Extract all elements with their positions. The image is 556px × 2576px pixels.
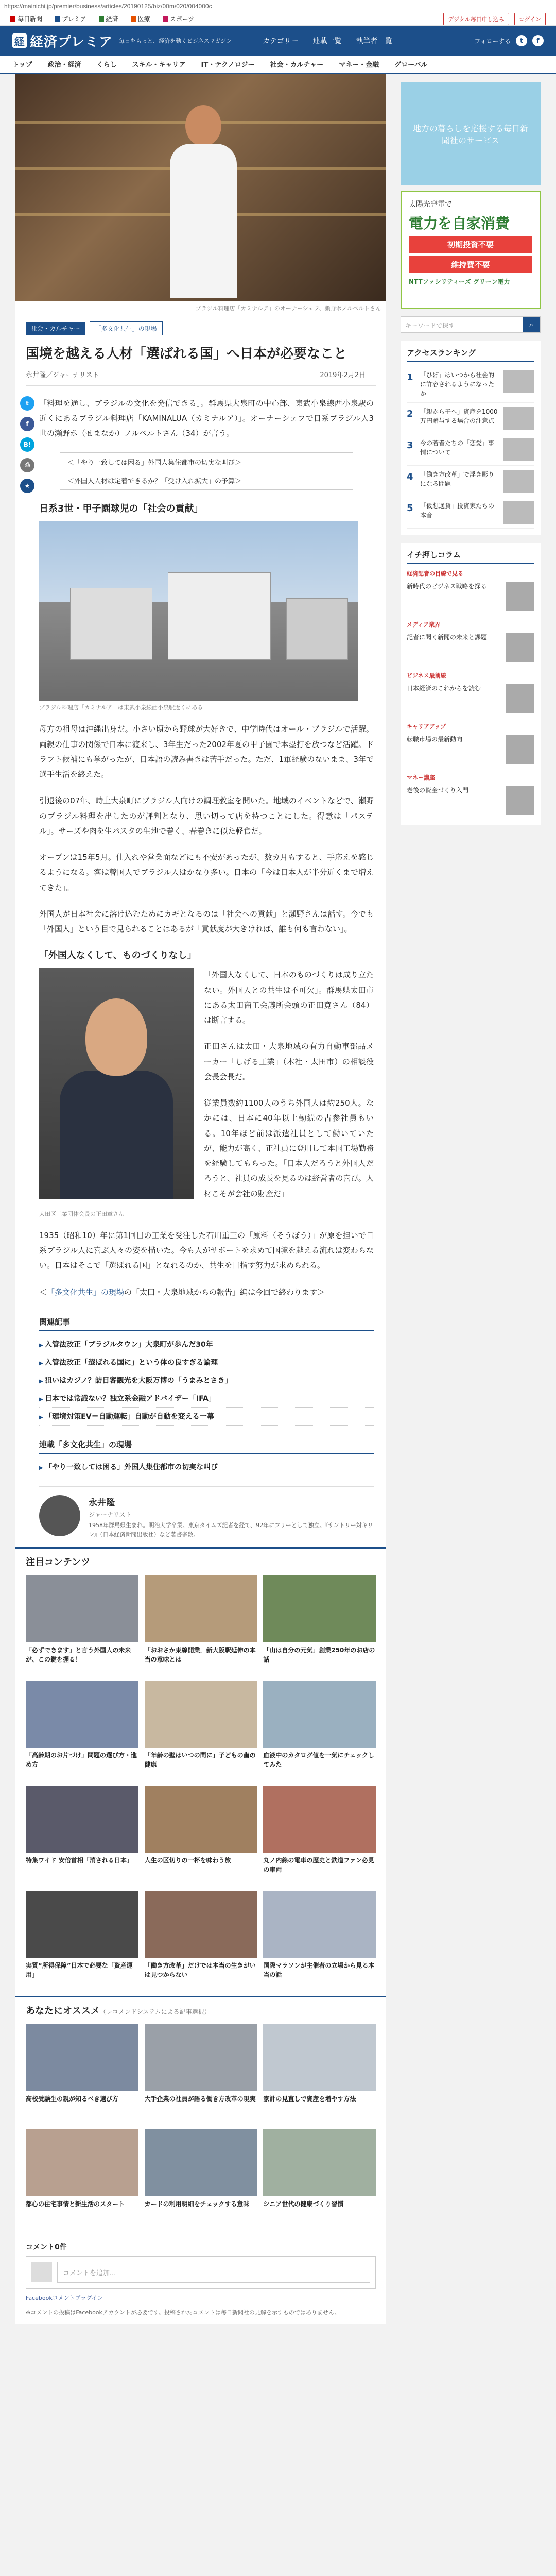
- article-title: 国境を越える人材「選ばれる国」へ日本が必要なこと: [26, 346, 348, 362]
- logo-text: 経済プレミア: [30, 34, 113, 50]
- column-thumb: [506, 684, 534, 713]
- catnav-item[interactable]: IT・テクノロジー: [201, 61, 255, 69]
- featured-card[interactable]: [26, 1575, 138, 1673]
- recommend-title: あなたにオススメ: [26, 2006, 100, 2017]
- card-image: [145, 1786, 257, 1853]
- card-title: カードの利用明細をチェックする意味: [144, 2200, 250, 2208]
- series-note: [39, 1285, 374, 1300]
- follow-area: [474, 35, 544, 46]
- search-input[interactable]: キーワードで探す: [405, 322, 455, 329]
- iryo-icon: [131, 16, 136, 22]
- featured-grid: [15, 1572, 386, 1996]
- paragraph: 1935（昭和10）年に第1回目の工業を受注した石川重三の「原料（そうぼう）」が原を担いで日系ブラジル人に喜ぶ人々の姿を描いた。今も人がサポートを求めて国境を越える流れは変わらない。日本はそこで「選ばれる国」となれるのか、共生を目指す努力が求められる。: [39, 1230, 374, 1270]
- paragraph: 外国人が日本社会に溶け込むためにカギとなるのは「社会への貢献」と瀬野さんは話す。今でも「外国人」という目で見られることはあるが「貢献度が大きければ、誰も何も言わない」。: [39, 909, 374, 934]
- column-title: 日本経済のこれからを読む: [407, 685, 481, 692]
- column-item[interactable]: [407, 782, 534, 819]
- catnav-item[interactable]: マネー・金融: [339, 61, 379, 69]
- keizai-icon: [99, 16, 104, 22]
- card-title: 丸ノ内線の電車の歴史と鉄道ファン必見の車両: [263, 1857, 375, 1874]
- column-thumb: [506, 582, 534, 611]
- card-image: [263, 2024, 376, 2091]
- card-image: [145, 2129, 257, 2196]
- sidebar-search: [401, 316, 541, 333]
- ad-brand: NTTファシリティーズ グリーン電力: [409, 278, 510, 285]
- card-title: 「年齢の壁はいつの間に」子どもの歯の健康: [144, 1752, 256, 1769]
- ad-line-1: 太陽光発電で: [409, 200, 452, 209]
- card-image: [26, 1891, 138, 1958]
- nav-series[interactable]: 連載一覧: [312, 37, 342, 45]
- column-sub: キャリアアップ: [407, 723, 446, 730]
- category-tag[interactable]: 社会・カルチャー: [26, 322, 85, 335]
- related-item[interactable]: ▶ 入管法改正「選ばれる国に」という体の良すぎる論理: [39, 1353, 374, 1371]
- portrait-caption: 大田区工業団体会長の正田章さん: [39, 1210, 124, 1217]
- featured-card[interactable]: [26, 1891, 138, 1989]
- section-heading: 日系3世・甲子園球児の「社会の貢献」: [39, 503, 203, 515]
- author-bio: 1958年群馬県生まれ。明治大学卒業。東京タイムズ記者を経て、92年にフリーとして独立。『サントリー対キリン』（日本経済新聞出版社）など著書多数。: [89, 1521, 373, 1538]
- toc-item[interactable]: ＜外国人人材は定着できるか？「受け入れ拡大」の予算＞: [67, 478, 242, 486]
- facebook-share-icon[interactable]: f: [20, 417, 34, 431]
- series-heading: 連載「多文化共生」の現場: [39, 1439, 374, 1454]
- rank-title: 「親から子へ」資産を1000万円贈与する場合の注意点: [420, 408, 498, 425]
- card-image: [263, 1681, 376, 1748]
- column-sub: マネー講座: [407, 774, 435, 781]
- share-column: [15, 386, 39, 1547]
- recommend-card[interactable]: [263, 2129, 376, 2227]
- author-role: ジャーナリスト: [89, 1511, 132, 1518]
- series-note-pre: ＜: [39, 1287, 47, 1297]
- paragraph: 「料理を通し、ブラジルの文化を発信できる」。群馬県大泉町の中心部、東武小泉線西小泉駅の近くにあるブラジル料理店「KAMINALUA（カミナルア）」。オーナーシェフで日系ブラジル人3世の瀬野ポ（せまなか）ノルベルトさん（34）が言う。: [39, 398, 374, 438]
- ranking-item[interactable]: [407, 466, 534, 497]
- featured-card[interactable]: [145, 1575, 257, 1673]
- column-sub: ビジネス最前線: [407, 672, 446, 679]
- bookmark-icon[interactable]: ★: [20, 479, 34, 493]
- column-sub: メディア業界: [407, 621, 441, 628]
- photo-caption: ブラジル料理店「カミナルア」は東武小泉線西小泉駅近くにある: [39, 704, 203, 711]
- card-image: [145, 1681, 257, 1748]
- column-thumb: [506, 786, 534, 815]
- series-link[interactable]: 「多文化共生」の現場: [47, 1287, 125, 1297]
- sports-icon: [163, 16, 168, 22]
- featured-card[interactable]: [263, 1681, 376, 1778]
- ranking-heading: アクセスランキング: [407, 347, 534, 362]
- sidebar-ad-2[interactable]: [401, 191, 541, 309]
- rank-thumb: [503, 438, 534, 461]
- rank-title: 「働き方改革」で浮き彫りになる問題: [420, 471, 495, 487]
- premier-icon: [55, 16, 60, 22]
- article-tags: [15, 315, 386, 337]
- featured-card[interactable]: [263, 1786, 376, 1884]
- paragraph: 引退後の07年、時上大泉町にブラジル人向けの調理教室を開いた。地域のイベントなどで、瀬野のブラジル料理を出したのが評判となり、思い切って店を持つことにした。得意は「パステル」。サーズや肉を生パスタの生地で巻く、春巻きに似た軽食だ。: [39, 796, 374, 836]
- recommend-card[interactable]: [263, 2024, 376, 2122]
- main-column: [15, 74, 386, 2324]
- featured-card[interactable]: [263, 1891, 376, 1989]
- card-title: 人生の区切りの一杯を味わう旅: [144, 1857, 231, 1865]
- paragraph: 正田さんは太田・大泉地域の有力自動車部品メーカー「しげる工業」（本社・太田市）の相談役会長会長だ。: [204, 1042, 374, 1081]
- card-image: [145, 1575, 257, 1642]
- card-title: 都心の住宅事情と新生活のスタート: [26, 2200, 125, 2208]
- follow-label: フォローする: [474, 37, 511, 45]
- ad-badge-2: 維持費不要: [409, 256, 532, 273]
- card-title: 「必ずできます」と言う外国人の未来が、この鍵を握る！: [26, 1647, 131, 1664]
- toplink-label: 経済: [106, 15, 118, 23]
- column-item[interactable]: [407, 629, 534, 666]
- card-image: [26, 1786, 138, 1853]
- card-title: 血液中のカタログ値を一気にチェックしてみた: [263, 1752, 374, 1769]
- sidebar: [401, 74, 541, 2324]
- recommend-grid: [15, 2021, 386, 2234]
- related-item[interactable]: ▶ 狙いはカジノ？訪日客観光を大阪万博の「うまみとさき」: [39, 1371, 374, 1389]
- hero-caption: ブラジル料理店「カミナルア」のオーナーシェフ、瀬野ポノルベルトさん: [195, 305, 381, 312]
- column-item[interactable]: [407, 578, 534, 615]
- author-box: [39, 1486, 374, 1547]
- article-date: 2019年2月2日: [320, 371, 366, 379]
- top-links-bar: [0, 12, 556, 26]
- table-of-contents: [60, 452, 353, 490]
- catnav-item[interactable]: トップ: [12, 61, 32, 69]
- card-image: [263, 1891, 376, 1958]
- tagline: 毎日をもっと、経済を動くビジネスマガジン: [118, 38, 232, 44]
- rank-title: 「ひげ」はいつから社会的に許容されるようになったか: [420, 371, 495, 397]
- site-logo[interactable]: [12, 31, 113, 50]
- column-heading: イチ押しコラム: [407, 549, 534, 564]
- category-nav: [0, 56, 556, 74]
- featured-card[interactable]: [263, 1575, 376, 1673]
- article-author[interactable]: 永井隆／ジャーナリスト: [26, 371, 99, 379]
- toplink-label: 医療: [137, 15, 150, 23]
- series-note-post: の「太田・大泉地域からの報告」編は今回で終わります＞: [124, 1287, 325, 1297]
- recommend-card[interactable]: [26, 2129, 138, 2227]
- rank-num: 2: [407, 409, 413, 419]
- column-item[interactable]: [407, 680, 534, 717]
- storefront-photo: [39, 521, 358, 701]
- card-title: 実質“所得保障”日本で必要な「資産運用」: [26, 1962, 133, 1979]
- paragraph: 母方の祖母は沖縄出身だ。小さい頃から野球が大好きで、中学時代はオール・ブラジルで活躍。両親の仕事の関係で日本に渡来し、3年生だった2002年夏の甲子園で本塁打を放つなど活躍。ドラフト候補にも挙がったが、日本語の読み書きは苦手だった。ただ、1軍経験のないまま、3年で選手生活を終えた。: [39, 724, 374, 779]
- card-title: 家計の見直しで資産を増やす方法: [263, 2095, 356, 2103]
- catnav-item[interactable]: グローバル: [394, 61, 428, 69]
- recommend-sub: （レコメンドシステムによる記事選択）: [99, 2008, 211, 2016]
- rank-title: 「仮想通貨」投資家たちの本音: [420, 502, 495, 519]
- author-avatar: [39, 1495, 80, 1536]
- card-image: [145, 1891, 257, 1958]
- rank-num: 1: [407, 372, 413, 383]
- ranking-item[interactable]: [407, 403, 534, 434]
- card-image: [263, 1575, 376, 1642]
- column-title: 記者に聞く新聞の未来と課題: [407, 634, 488, 641]
- related-item[interactable]: ▶ 「環境対策EV＝自動運転」自動が自動を変える一幕: [39, 1408, 374, 1426]
- column-title: 老後の資金づくり入門: [407, 787, 469, 794]
- article-body: [39, 386, 379, 1547]
- nav-category[interactable]: カテゴリー: [263, 37, 299, 45]
- toplink-iryo[interactable]: [131, 14, 150, 23]
- print-icon[interactable]: ⎙: [20, 458, 34, 472]
- toplink-premier[interactable]: [55, 14, 86, 23]
- comment-avatar: [31, 2262, 52, 2282]
- ranking-item[interactable]: [407, 434, 534, 466]
- portrait-photo: [39, 968, 194, 1199]
- paragraph: オープンは15年5月。仕入れや営業面などにも不安があったが、数カ月もすると、手応えを感じるようになる。客は韓国人でブラジル人はかなり多い。日本の「今は日本人が半分近くまで増えてきた」。: [39, 853, 374, 892]
- ranking-box: [401, 341, 541, 535]
- featured-card[interactable]: [145, 1681, 257, 1778]
- hatena-share-icon[interactable]: B!: [20, 437, 34, 452]
- series-box: [39, 1434, 374, 1476]
- card-title: 「働き方改革」だけでは本当の生きがいは見つからない: [144, 1962, 256, 1979]
- rank-thumb: [503, 370, 534, 393]
- column-title: 新時代のビジネス戦略を探る: [407, 583, 487, 590]
- facebook-icon[interactable]: f: [532, 35, 544, 46]
- catnav-item[interactable]: くらし: [96, 61, 117, 69]
- column-thumb: [506, 633, 534, 662]
- column-box: [401, 543, 541, 825]
- ad-badge-1: 初期投資不要: [409, 236, 532, 253]
- card-title: 「山は自分の元気」創業250年のお店の話: [263, 1647, 375, 1664]
- digital-subscribe-button[interactable]: デジタル毎日申し込み: [443, 13, 509, 25]
- card-title: 大手企業の社員が語る働き方改革の現実: [144, 2095, 256, 2103]
- related-heading: 関連記事: [39, 1316, 374, 1331]
- column-item[interactable]: [407, 731, 534, 768]
- related-item[interactable]: ▶ 入管法改正「ブラジルタウン」大泉町が歩んだ30年: [39, 1335, 374, 1353]
- featured-card[interactable]: [26, 1681, 138, 1778]
- toplink-label: 毎日新聞: [18, 15, 43, 23]
- comment-note: ※コメントの投稿はFacebookアカウントが必要です。投稿されたコメントは毎日新聞社の見解を示すものではありません。: [26, 2309, 340, 2316]
- card-image: [145, 2024, 257, 2091]
- card-image: [26, 1575, 138, 1642]
- recommend-heading: [15, 1996, 386, 2021]
- paragraph: 「外国人なくして、日本のものづくりは成り立たない。外国人との共生は不可欠」。群馬県太田市にある太田商工会議所会頭の正田寛さん（84）は断言する。: [204, 970, 374, 1025]
- card-title: 特集ワイド 安倍首相「消される日本」: [26, 1857, 133, 1865]
- catnav-item[interactable]: スキル・キャリア: [132, 61, 186, 69]
- ranking-item[interactable]: [407, 497, 534, 529]
- sidebar-ad-1[interactable]: 地方の暮らしを応援する毎日新聞社のサービス: [401, 82, 541, 185]
- byline: [26, 369, 376, 386]
- card-image: [26, 2129, 138, 2196]
- hero-image: [15, 74, 386, 301]
- series-item[interactable]: ▶ 「やり一致しては困る」外国人集住都市の切実な叫び: [39, 1458, 374, 1476]
- featured-card[interactable]: [145, 1786, 257, 1884]
- card-title: 国際マラソンが主催者の立場から見る本当の話: [263, 1962, 375, 1979]
- related-articles: [39, 1311, 374, 1426]
- paragraph: 従業員数約1100人のうち外国人は約250人。なかには、日本に40年以上勤続の古参社員もいる。10年ほど前は派遣社員として働いていたが、能力が高く、正社員に登用して本国工場勤務を経験してもらった。「日本人だろうと外国人だろうと、社員の成長を見るのは経営者の喜び。人材こそが会社の財産だ」: [204, 1098, 374, 1198]
- ad-line-2: 電力を自家消費: [409, 215, 510, 232]
- search-icon[interactable]: ⌕: [523, 317, 540, 332]
- rank-title: 今の若者たちの「恋愛」事情について: [420, 439, 495, 456]
- rank-num: 3: [407, 440, 413, 451]
- card-image: [26, 1681, 138, 1748]
- twitter-share-icon[interactable]: t: [20, 396, 34, 411]
- comment-section: [15, 2234, 386, 2324]
- recommend-card[interactable]: [145, 2129, 257, 2227]
- card-title: 高校受験生の親が知るべき選び方: [26, 2095, 119, 2103]
- related-item[interactable]: ▶ 日本では常識ない？独立系金融アドバイザー「IFA」: [39, 1389, 374, 1408]
- nav-writers[interactable]: 執筆者一覧: [356, 37, 392, 45]
- column-thumb: [506, 735, 534, 764]
- toplink-sports[interactable]: [163, 14, 195, 23]
- rank-num: 5: [407, 503, 413, 514]
- card-title: シニア世代の健康づくり習慣: [263, 2200, 344, 2208]
- header-nav: [263, 36, 392, 46]
- ranking-item[interactable]: [407, 366, 534, 403]
- recommend-card[interactable]: [26, 2024, 138, 2122]
- column-title: 転職市場の最新動向: [407, 736, 463, 743]
- card-image: [263, 2129, 376, 2196]
- catnav-item[interactable]: 政治・経済: [47, 61, 81, 69]
- comment-input[interactable]: コメントを追加...: [57, 2262, 370, 2283]
- featured-card[interactable]: [26, 1786, 138, 1884]
- catnav-item[interactable]: 社会・カルチャー: [270, 61, 324, 69]
- comment-count: コメント0件: [26, 2243, 67, 2252]
- section-heading: 「外国人なくして、ものづくりなし」: [39, 950, 197, 961]
- author-name[interactable]: 永井隆: [89, 1497, 115, 1508]
- toc-item[interactable]: ＜「やり一致しては困る」外国人集住都市の切実な叫び＞: [60, 453, 353, 471]
- rank-thumb: [503, 407, 534, 430]
- column-sub: 経済記者の目線で見る: [407, 570, 463, 577]
- rank-thumb: [503, 501, 534, 524]
- rank-num: 4: [407, 471, 413, 482]
- card-image: [263, 1786, 376, 1853]
- toplink-label: スポーツ: [169, 15, 195, 23]
- url-bar[interactable]: https://mainichi.jp/premier/business/articles/20190125/biz/00m/020/004000c: [0, 0, 556, 12]
- site-header: [0, 26, 556, 56]
- card-title: 「高齢期のお片づけ」問題の選び方・進め方: [26, 1752, 137, 1769]
- series-tag[interactable]: 「多文化共生」の現場: [90, 321, 163, 335]
- featured-card[interactable]: [145, 1891, 257, 1989]
- toplink-keizai[interactable]: [99, 14, 118, 23]
- mainichi-logo-icon: [10, 16, 15, 22]
- featured-heading: 注目コンテンツ: [15, 1547, 386, 1572]
- toplink-label: プレミア: [62, 15, 86, 23]
- card-title: 「おおさか東線開業」新大阪駅延伸の本当の意味とは: [144, 1647, 256, 1664]
- logo-mark-icon: 経: [12, 33, 27, 48]
- rank-thumb: [503, 470, 534, 493]
- recommend-card[interactable]: [145, 2024, 257, 2122]
- login-button[interactable]: ログイン: [514, 13, 546, 25]
- toplink-mainichi[interactable]: [10, 14, 42, 23]
- fb-plugin-label[interactable]: Facebookコメントプラグイン: [26, 2295, 103, 2302]
- twitter-icon[interactable]: t: [516, 35, 527, 46]
- card-image: [26, 2024, 138, 2091]
